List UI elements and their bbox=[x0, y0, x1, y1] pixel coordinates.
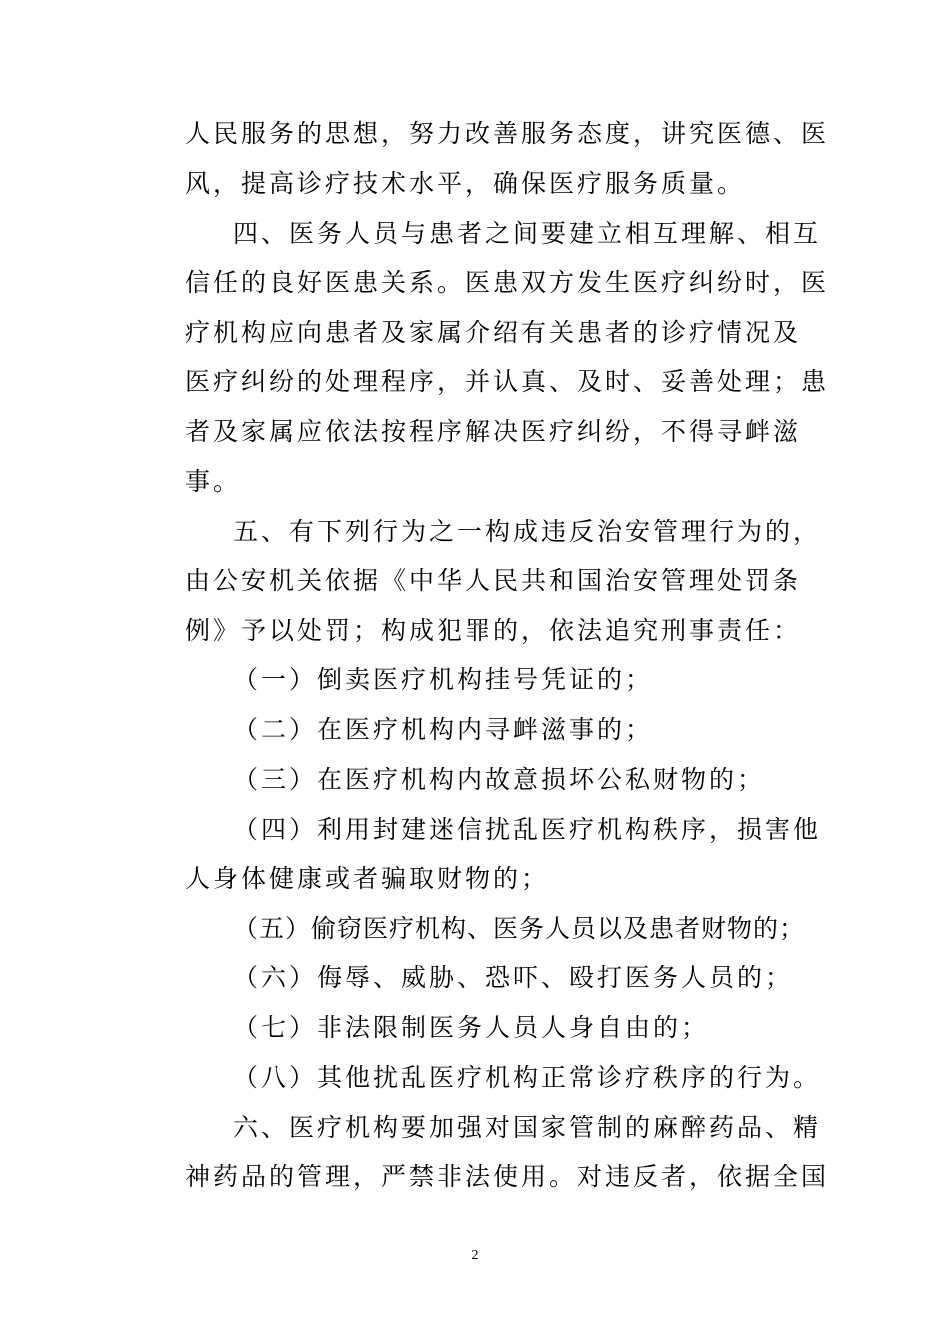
list-item-line: （三）在医疗机构内故意损坏公私财物的； bbox=[233, 765, 766, 794]
page-number: 2 bbox=[471, 1248, 479, 1263]
list-item-line: （二）在医疗机构内寻衅滋事的； bbox=[233, 715, 654, 744]
text-line: 信任的良好医患关系。医患双方发生医疗纠纷时，医 bbox=[185, 268, 830, 297]
paragraph-start-line: 四、医务人员与患者之间要建立相互理解、相互 bbox=[233, 219, 822, 248]
paragraph-start-line: 五、有下列行为之一构成违反治安管理行为的， bbox=[233, 517, 822, 546]
list-item-line: （六）侮辱、威胁、恐吓、殴打医务人员的； bbox=[233, 963, 794, 992]
text-line: 人民服务的思想，努力改善服务态度，讲究医德、医 bbox=[185, 119, 830, 148]
paragraph-start-line: 六、医疗机构要加强对国家管制的麻醉药品、精 bbox=[233, 1113, 822, 1142]
text-line: 人身体健康或者骗取财物的； bbox=[185, 864, 550, 893]
text-line: 者及家属应依法按程序解决医疗纠纷，不得寻衅滋 bbox=[185, 417, 802, 446]
text-line: 疗机构应向患者及家属介绍有关患者的诊疗情况及 bbox=[185, 318, 802, 347]
list-item-line: （八）其他扰乱医疗机构正常诊疗秩序的行为。 bbox=[233, 1063, 822, 1092]
list-item-line: （四）利用封建迷信扰乱医疗机构秩序，损害他 bbox=[233, 815, 822, 844]
text-line: 神药品的管理，严禁非法使用。对违反者，依据全国 bbox=[185, 1162, 830, 1191]
list-item-line: （五）偷窃医疗机构、医务人员以及患者财物的； bbox=[233, 914, 806, 943]
list-item-line: （一）倒卖医疗机构挂号凭证的； bbox=[233, 665, 654, 694]
text-line: 例》予以处罚；构成犯罪的，依法追究刑事责任： bbox=[185, 616, 802, 645]
text-line: 医疗纠纷的处理程序，并认真、及时、妥善处理；患 bbox=[185, 367, 830, 396]
text-line: 由公安机关依据《中华人民共和国治安管理处罚条 bbox=[185, 566, 802, 595]
text-line: 风，提高诊疗技术水平，确保医疗服务质量。 bbox=[185, 169, 746, 198]
text-line: 事。 bbox=[185, 467, 242, 496]
list-item-line: （七）非法限制医务人员人身自由的； bbox=[233, 1013, 710, 1042]
